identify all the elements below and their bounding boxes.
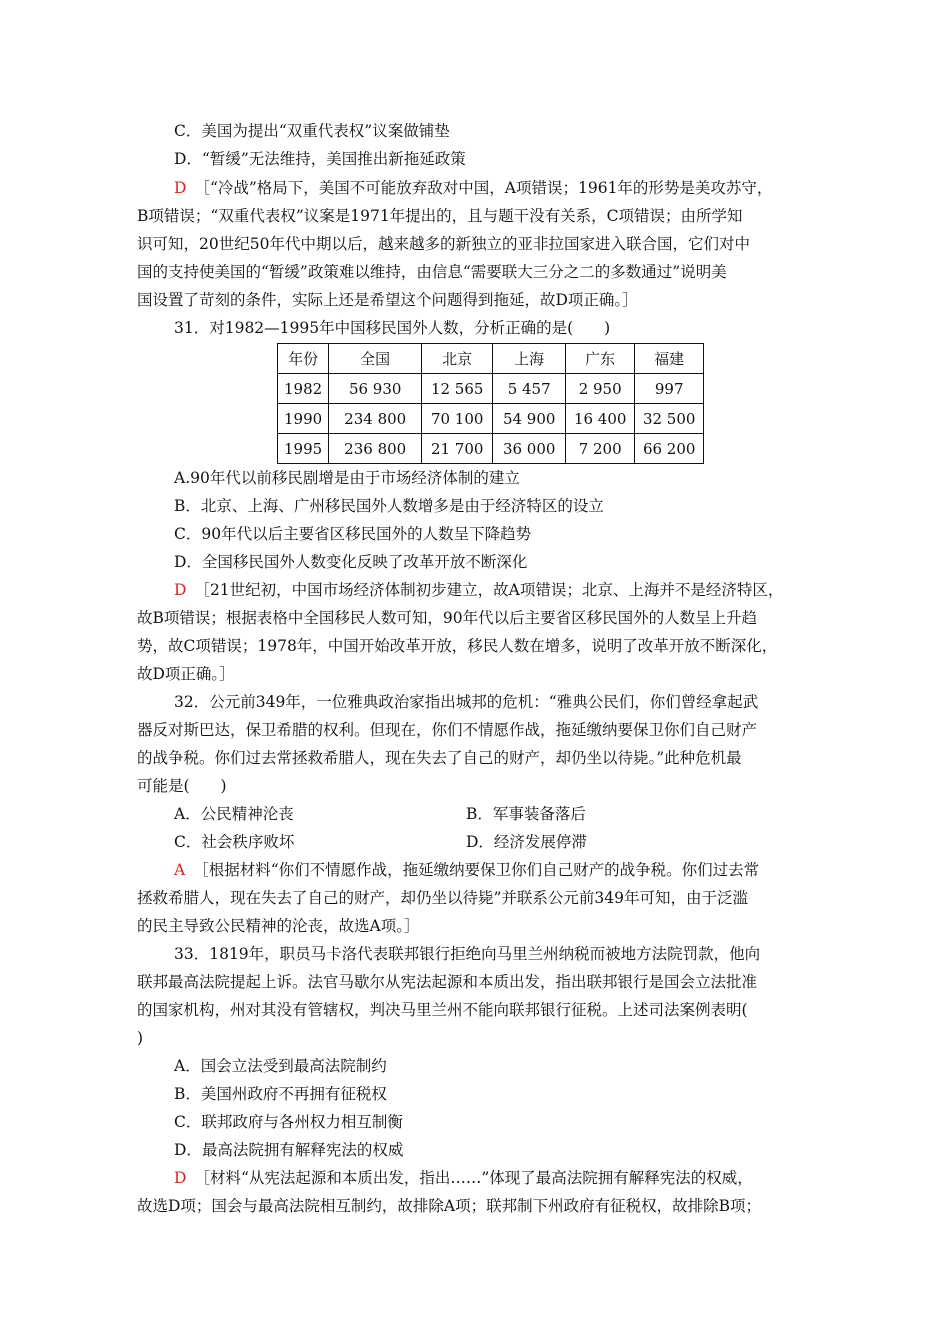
table-cell: 36 000 bbox=[493, 434, 566, 464]
table-header-cell: 年份 bbox=[278, 344, 329, 374]
q30-answer-text: ［“冷战”格局下，美国不可能放弃敌对中国，A项错误；1961年的形势是美攻苏守， bbox=[194, 179, 773, 197]
table-header-row bbox=[278, 344, 704, 374]
q30-answer-letter: D bbox=[174, 179, 187, 197]
q30-answer-line bbox=[174, 174, 823, 202]
table-cell: 66 200 bbox=[635, 434, 704, 464]
q30-option-d: D．“暂缓”无法维持，美国推出新拖延政策 bbox=[174, 150, 466, 168]
q30-answer-text: 识可知，20世纪50年代中期以后，越来越多的新独立的亚非拉国家进入联合国，它们对中 bbox=[137, 235, 750, 253]
table-header-cell: 福建 bbox=[635, 344, 704, 374]
table-header-cell: 上海 bbox=[493, 344, 566, 374]
q32-stem: 器反对斯巴达，保卫希腊的权利。但现在，你们不情愿作战，拖延缴纳要保卫你们自己财产 bbox=[137, 721, 758, 739]
table-cell: 32 500 bbox=[635, 404, 704, 434]
table-cell: 7 200 bbox=[566, 434, 635, 464]
q32-options-row bbox=[174, 828, 823, 856]
table-cell: 12 565 bbox=[422, 374, 493, 404]
q33-answer-letter: D bbox=[174, 1169, 187, 1187]
table-cell: 1990 bbox=[278, 404, 329, 434]
q33-option-d: D．最高法院拥有解释宪法的权威 bbox=[174, 1141, 404, 1159]
q32-stem: 的战争税。你们过去常拯救希腊人，现在失去了自己的财产，却仍坐以待毙。”此种危机最 bbox=[137, 749, 742, 767]
q31-answer-text: 故B项错误；根据表格中全国移民人数可知，90年代以后主要省区移民国外的人数呈上升趋 bbox=[137, 609, 758, 627]
q32-answer-line bbox=[174, 856, 823, 884]
q33-option-a: A．国会立法受到最高法院制约 bbox=[174, 1057, 387, 1075]
table-cell: 70 100 bbox=[422, 404, 493, 434]
table-cell: 2 950 bbox=[566, 374, 635, 404]
table-cell: 1982 bbox=[278, 374, 329, 404]
q33-stem: 33．1819年，职员马卡洛代表联邦银行拒绝向马里兰州纳税而被地方法院罚款，他向 bbox=[174, 945, 761, 963]
emigration-table bbox=[277, 343, 704, 464]
q31-answer-text: ［21世纪初，中国市场经济体制初步建立，故A项错误；北京、上海并不是经济特区， bbox=[194, 581, 784, 599]
q33-answer-text: ［材料“从宪法起源和本质出发，指出……”体现了最高法院拥有解释宪法的权威， bbox=[194, 1169, 753, 1187]
q31-answer-line bbox=[174, 576, 823, 604]
q33-stem: ) bbox=[137, 1029, 144, 1047]
table-cell: 234 800 bbox=[329, 404, 422, 434]
q32-options-row bbox=[174, 800, 823, 828]
table-header-cell: 北京 bbox=[422, 344, 493, 374]
q31-stem: 31．对1982—1995年中国移民国外人数，分析正确的是( ) bbox=[174, 319, 611, 337]
q31-option-d: D．全国移民国外人数变化反映了改革开放不断深化 bbox=[174, 553, 528, 571]
q32-option-c: C．社会秩序败坏 bbox=[174, 833, 295, 851]
table-cell: 1995 bbox=[278, 434, 329, 464]
q33-option-b: B．美国州政府不再拥有征税权 bbox=[174, 1085, 387, 1103]
q32-answer-text: 拯救希腊人，现在失去了自己的财产，却仍坐以待毙”并联系公元前349年可知，由于泛滥 bbox=[137, 889, 749, 907]
q30-answer-text: B项错误；“双重代表权”议案是1971年提出的，且与题干没有关系，C项错误；由所学知 bbox=[137, 207, 743, 225]
q32-stem: 32．公元前349年，一位雅典政治家指出城邦的危机：“雅典公民们，你们曾经拿起武 bbox=[174, 693, 759, 711]
q32-option-b: B．军事装备落后 bbox=[466, 805, 586, 823]
q33-option-c: C．联邦政府与各州权力相互制衡 bbox=[174, 1113, 403, 1131]
q31-option-c: C．90年代以后主要省区移民国外的人数呈下降趋势 bbox=[174, 525, 532, 543]
q31-answer-text: 势，故C项错误；1978年，中国开始改革开放，移民人数在增多，说明了改革开放不断深化， bbox=[137, 637, 778, 655]
table-cell: 16 400 bbox=[566, 404, 635, 434]
q30-answer-text: 国设置了苛刻的条件，实际上还是希望这个问题得到拖延，故D项正确。］ bbox=[137, 291, 638, 309]
table-cell: 5 457 bbox=[493, 374, 566, 404]
q33-stem: 的国家机构，州对其没有管辖权，判决马里兰州不能向联邦银行征税。上述司法案例表明( bbox=[137, 1001, 748, 1019]
q32-option-a: A．公民精神沦丧 bbox=[174, 805, 294, 823]
q31-answer-text: 故D项正确。］ bbox=[137, 665, 235, 683]
q30-answer-text: 国的支持使美国的“暂缓”政策难以维持，由信息“需要联大三分之二的多数通过”说明美 bbox=[137, 263, 727, 281]
q33-answer-line bbox=[174, 1164, 823, 1192]
table-cell: 236 800 bbox=[329, 434, 422, 464]
q32-answer-text: ［根据材料“你们不情愿作战，拖延缴纳要保卫你们自己财产的战争税。你们过去常 bbox=[193, 861, 760, 879]
q31-option-a: A.90年代以前移民剧增是由于市场经济体制的建立 bbox=[174, 469, 520, 487]
table-cell: 54 900 bbox=[493, 404, 566, 434]
q32-stem: 可能是( ) bbox=[137, 777, 227, 795]
q33-answer-text: 故选D项；国会与最高法院相互制约，故排除A项；联邦制下州政府有征税权，故排除B项； bbox=[137, 1197, 762, 1215]
q30-option-c: C．美国为提出“双重代表权”议案做铺垫 bbox=[174, 122, 450, 140]
q32-answer-letter: A bbox=[174, 861, 186, 879]
table-row bbox=[278, 374, 704, 404]
table-cell: 56 930 bbox=[329, 374, 422, 404]
q32-option-d: D．经济发展停滞 bbox=[466, 833, 587, 851]
q33-stem: 联邦最高法院提起上诉。法官马歇尔从宪法起源和本质出发，指出联邦银行是国会立法批准 bbox=[137, 973, 758, 991]
q31-answer-letter: D bbox=[174, 581, 187, 599]
table-cell: 997 bbox=[635, 374, 704, 404]
q31-option-b: B．北京、上海、广州移民国外人数增多是由于经济特区的设立 bbox=[174, 497, 604, 515]
q32-answer-text: 的民主导致公民精神的沦丧，故选A项。］ bbox=[137, 917, 420, 935]
table-row bbox=[278, 404, 704, 434]
table-row bbox=[278, 434, 704, 464]
table-header-cell: 全国 bbox=[329, 344, 422, 374]
table-cell: 21 700 bbox=[422, 434, 493, 464]
table-header-cell: 广东 bbox=[566, 344, 635, 374]
